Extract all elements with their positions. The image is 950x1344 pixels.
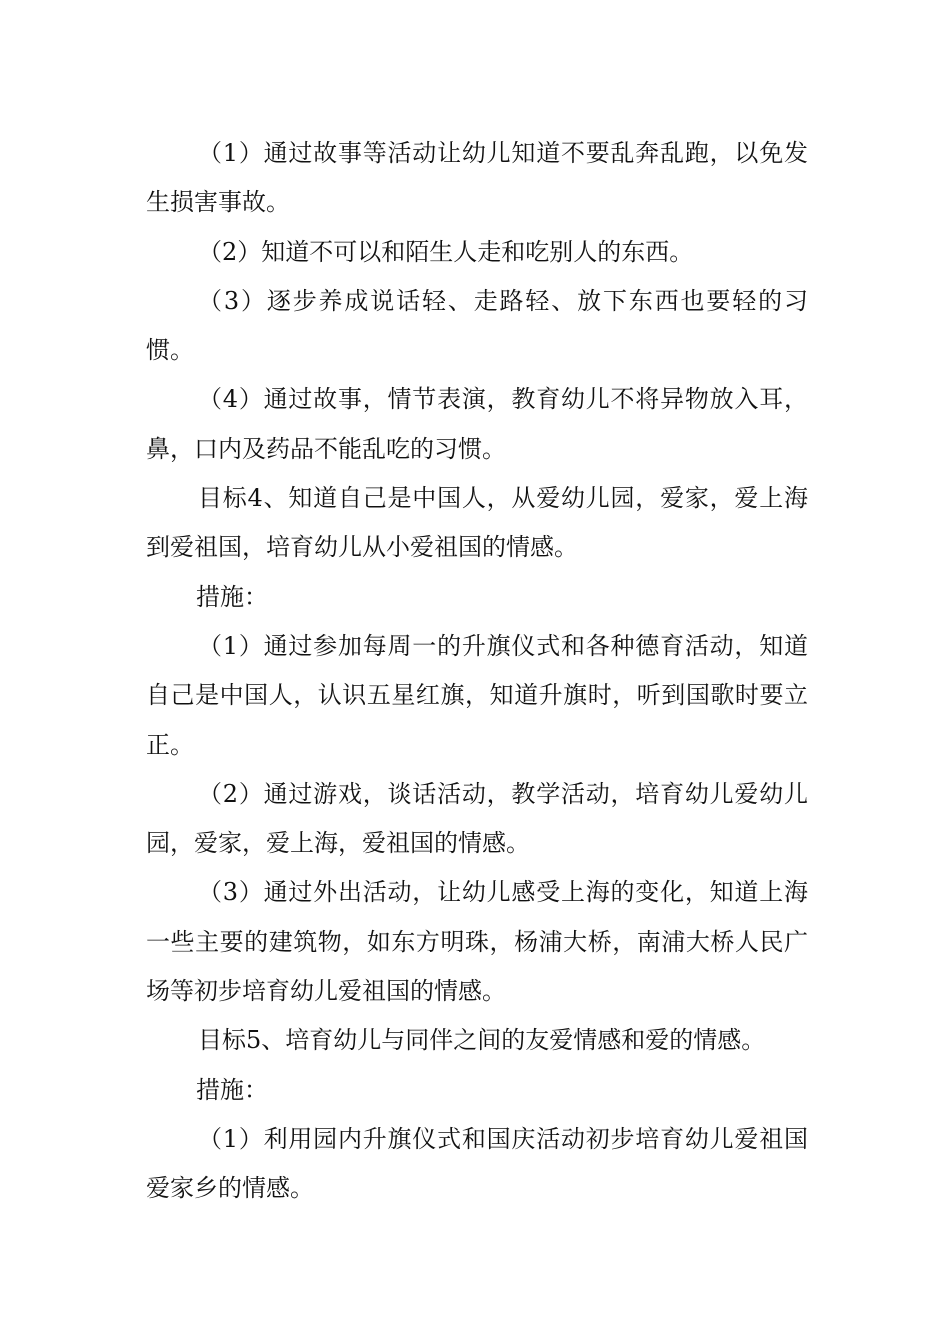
paragraph-goal-5: 目标5、培育幼儿与同伴之间的友爱情感和爱的情感。: [198, 1026, 766, 1055]
paragraph-measure-3: （3）逐步养成说话轻、走路轻、放下东西也要轻的习惯。: [146, 286, 808, 365]
paragraph-goal5-measure-1: （1）利用园内升旗仪式和国庆活动初步培育幼儿爱祖国爱家乡的情感。: [146, 1124, 808, 1203]
paragraph-goal4-measure-3: （3）通过外出活动，让幼儿感受上海的变化，知道上海一些主要的建筑物，如东方明珠，杨浦大桥，南浦大桥人民广场等初步培育幼儿爱祖国的情感。: [146, 878, 808, 1006]
paragraph-goal-4: 目标4、知道自己是中国人，从爱幼儿园，爱家，爱上海到爱祖国，培育幼儿从小爱祖国的情感。: [146, 484, 808, 562]
paragraph-goal4-measure-1: （1）通过参加每周一的升旗仪式和各种德育活动，知道自己是中国人，认识五星红旗，知道升旗时，听到国歌时要立正。: [146, 631, 808, 759]
document-body: [146, 129, 808, 1214]
paragraph-measure-2: （2）知道不可以和陌生人走和吃别人的东西。: [198, 237, 694, 266]
paragraph-measures-heading: 措施：: [196, 582, 268, 611]
paragraph-measure-4: （4）通过故事，情节表演，教育幼儿不将异物放入耳，鼻，口内及药品不能乱吃的习惯。: [146, 385, 808, 463]
paragraph-goal4-measure-2: （2）通过游戏，谈话活动，教学活动，培育幼儿爱幼儿园，爱家，爱上海，爱祖国的情感。: [146, 779, 808, 858]
paragraph-measures-heading-2: 措施：: [196, 1075, 268, 1104]
paragraph-measure-1: （1）通过故事等活动让幼儿知道不要乱奔乱跑，以免发生损害事故。: [146, 139, 808, 217]
